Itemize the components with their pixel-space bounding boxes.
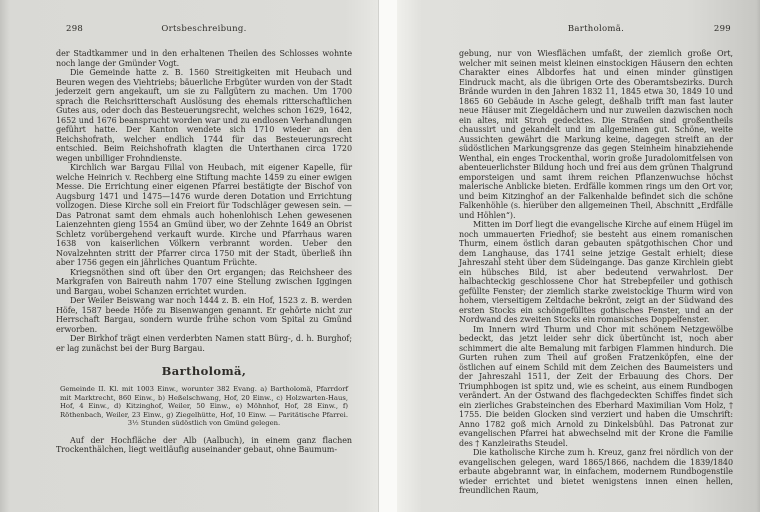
running-title: Bartholomä. <box>567 24 625 34</box>
page-gutter <box>378 0 398 512</box>
paragraph: Die Gemeinde hatte z. B. 1560 Streitigkeiten mit Heubach und Beuren wegen des Viehtriebs; bäuerliche Erbgüter wurden von der Stadt jederzeit gern angekauft, um sie zu Fallgütern zu machen. Um 1700 sprach die Reichsritterschaft Auslösung des ehemals ritterschaftlichen Gutes aus, oder doch das Besteuerungsrecht, welches schon 1629, 1642, 1652 und 1676 beansprucht worden war und zu endlosen Verhandlungen geführt hatte. Der Kanton wendete sich 1710 wieder an den Reichshofrath, welcher endlich 1744 für das Besteuerungsrecht entschied. Beim Reichshofrath klagten die Unterthanen circa 1720 wegen unbilliger Frohndienste. <box>56 68 352 163</box>
running-title: Ortsbeschreibung. <box>161 24 247 34</box>
paragraph: Kirchlich war Bargau Filial von Heubach, mit eigener Kapelle, für welche Heinrich v. Rechberg eine Stiftung machte 1459 zu einer ewigen Messe. Die Errichtung einer eigenen Pfarrei bestätigte der Bischof von Augsburg 1471 und 1475—1476 wurde deren Dotation und Errichtung vollzogen. Diese Kirche soll ein Freiort für Todschläger gewesen sein. — Das Patronat samt dem ehmals auch hohenlohisch Lehen gewesenen Laienzehnten gieng 1554 an Gmünd über, wo der Zehnte 1649 an Obrist Schletz vorübergehend verkauft wurde. Kirche und Pfarrhaus waren 1638 von kaiserlichen Völkern verbrannt worden. Ueber den Novalzehnten stritt der Pfarrer circa 1750 mit der Stadt, überließ ihn aber 1756 gegen ein jährliches Quantum Früchte. <box>56 163 352 267</box>
page-left-header <box>56 24 352 36</box>
page-number: 299 <box>713 24 731 34</box>
page-left-body <box>56 49 352 455</box>
paragraph: Kriegsnöthen sind oft über den Ort ergangen; das Reichsheer des Markgrafen von Baireuth nahm 1707 eine Stellung zwischen Iggingen und Bargau, wobei Schanzen errichtet wurden. <box>56 267 352 296</box>
section-heading: Bartholomä, <box>161 364 247 378</box>
page-right-header <box>459 24 733 36</box>
paragraph: Mitten im Dorf liegt die evangelische Kirche auf einem Hügel im noch ummauerten Friedhof; sie besteht aus einem romanischen Thurm, einem östlich daran gebauten spätgothischen Chor und dem Langhause, das 1741 seine jetzige Gestalt erhielt; diese Jahreszahl steht über dem Südeingange. Das ganze Kirchlein giebt ein hübsches Bild, ist aber bedeutend verwahrlost. Der halbachteckig geschlossene Chor hat Strebepfeiler und gothisch gefüllte Fenster; der ziemlich starke zweistockige Thurm wird von hohem, vierseitigem Zeltdache bekrönt, zeigt an der Südwand des ersten Stocks ein schöngefülltes gothisches Fenster, und an der Nordwand des zweiten Stocks ein romanisches Doppelfenster. <box>459 220 733 324</box>
paragraph: Auf der Hochfläche der Alb (Aalbuch), in einem ganz flachen Trockenthälchen, liegt weitläufig auseinander gebaut, ohne Baumum- <box>56 435 352 455</box>
paragraph: Im Innern wird Thurm und Chor mit schönem Netzgewölbe bedeckt, das jetzt leider sehr dick übertüncht ist, noch aber schimmert die alte Bemalung mit farbigen Flammen hindurch. Die Gurten ruhen zum Theil auf großen Fratzenköpfen, eine der östlichen auf einem Schild mit dem Zeichen des Baumeisters und der Jahreszahl 1511, der Zeit der Erbauung des Chors. Der Triumphbogen ist spitz und, wie es scheint, aus einem Rundbogen verändert. An der Ostwand des flachgedeckten Schiffes findet sich ein zierliches Grabsteinchen des Eberhard Maximilian Vom Holz, † 1755. Die beiden Glocken sind verziert und haben die Umschrift: Anno 1782 goß mich Arnold zu Dinkelsbühl. Das Patronat zur evangelischen Pfarrei hat abwechselnd mit der Krone die Familie des † Kanzleiraths Steudel. <box>459 324 733 448</box>
paragraph: Der Weiler Beiswang war noch 1444 z. B. ein Hof, 1523 z. B. werden Höfe, 1587 beede Höfe zu Bisenwangen genannt. Er gehörte nicht zur Herrschaft Bargau, sondern wurde frühe schon vom Spital zu Gmünd erworben. <box>56 296 352 334</box>
page-number: 298 <box>66 24 84 34</box>
page-right-body <box>459 49 733 496</box>
paragraph: Die katholische Kirche zum h. Kreuz, ganz frei nördlich von der evangelischen gelegen, ward 1865/1866, nachdem die 1839/1840 erbaute abgebrannt war, in einfachem, modernem Rundbogenstile wieder errichtet und bietet wenigstens innen einen hellen, freundlichen Raum, <box>459 448 733 495</box>
page-right <box>397 0 760 512</box>
paragraph: der Stadtkammer und in den erhaltenen Theilen des Schlosses wohnte noch lange der Gmünder Vogt. <box>56 49 352 68</box>
paragraph: Der Birkhof trägt einen verderbten Namen statt Bürg-, d. h. Burghof; er lag zunächst bei der Burg Bargau. <box>56 334 352 353</box>
gemeinde-footnote: Gemeinde II. Kl. mit 1003 Einw., worunter 382 Evang. a) Bartholomä, Pfarrdorf mit Marktrecht, 860 Einw., b) Heßelschwang, Hof, 20 Einw., c) Holzwarten-Haus, Hof, 4 Einw., d) Kitzinghof, Weiler, 50 Einw., e) Möhnhof, Hof, 28 Einw., f) Röthenbach, Weiler, 23 Einw., g) Ziegelhütte, Hof, 10 Einw. — Paritätische Pfarrei. 3½ Stunden südöstlich von Gmünd gelegen. <box>60 385 348 428</box>
paragraph: gebung, nur von Wiesflächen umfaßt, der ziemlich große Ort, welcher mit seinen meist kleinen einstockigen Häusern den echten Charakter eines Albdorfes hat und einen minder günstigen Eindruck macht, als die übrigen Orte des Oberamtsbezirks. Durch Brände wurden in den Jahren 1832 11, 1845 etwa 30, 1849 10 und 1865 60 Gebäude in Asche gelegt, deßhalb trifft man fast lauter neue Häuser mit Ziegeldächern und nur zuweilen dazwischen noch ein altes, mit Stroh gedecktes. Die Straßen sind großentheils chaussirt und gekandelt und im allgemeinen gut. Schöne, weite Aussichten gewährt die Markung keine, dagegen streift an der südöstlichen Markungsgrenze das gegen Steinheim hinabziehende Wenthal, ein enges Trockenthal, worin große Juradolomitfelsen von abenteuerlichster Bildung hoch und frei aus dem grünen Thalgrund emporsteigen und samt ihrem reichen Pflanzenwuchse höchst malerische Anblicke bieten. Erdfälle kommen rings um den Ort vor, und beim Kitzinghof an der Falkenhalde befindet sich die schöne Falkenhöhle (s. hierüber den allgemeinen Theil, Abschnitt „Erdfälle und Höhlen“). <box>459 49 733 220</box>
